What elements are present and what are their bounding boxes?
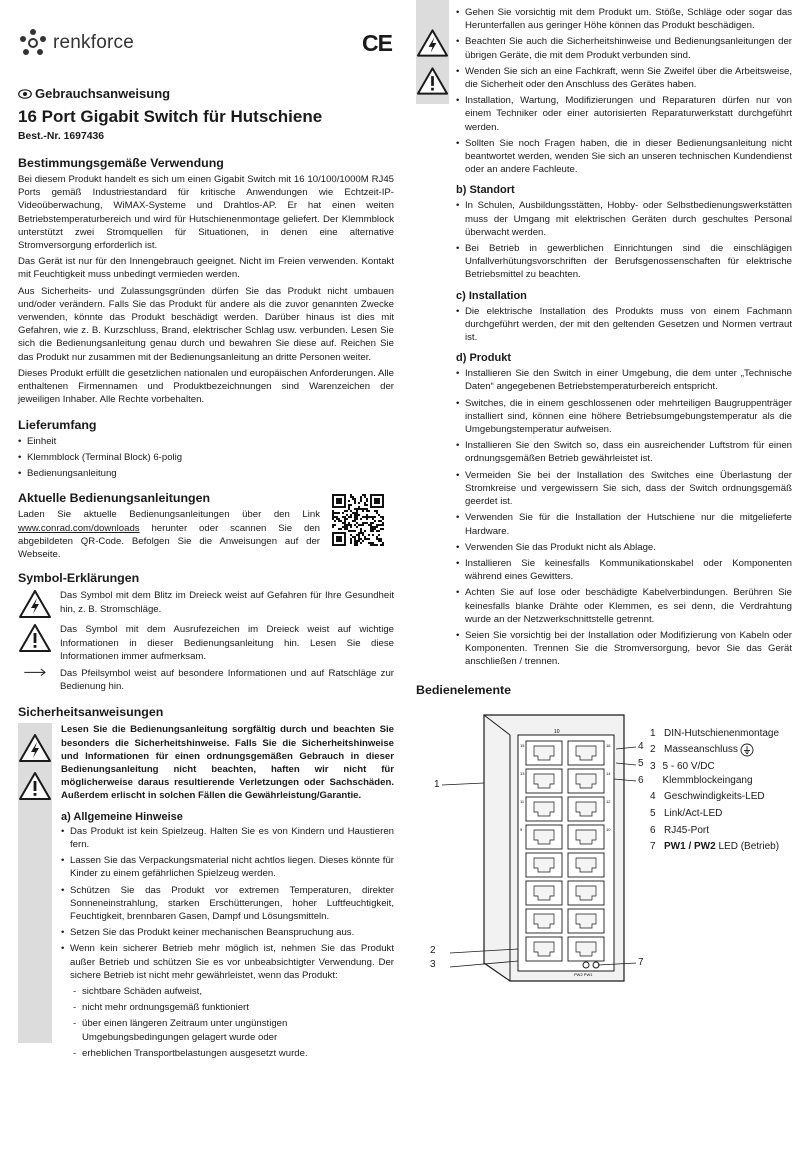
intended-use-paragraph: Aus Sicherheits- und Zulassungsgründen dürfen Sie das Produkt nicht umbauen und/oder verändern. Falls Sie das Produkt für andere als die zuvor genannten Zwecke verwenden, könnte das Produkt beschädigt werden. Darüber hinaus ist dies mit Gefahren, wie z. B. Kurzschluss, Brand, elektrischer Schlag usw. verbunden. Lesen Sie sich die Bedienungsanleitung genau durch und bewahren Sie diese auf. Reichen Sie das Produkt nur zusammen mit der Bedienungsanleitung an dritte Personen weiter.: [18, 285, 394, 363]
pw-labels: PW2 PW1: [574, 971, 593, 977]
exclamation-triangle-icon: [18, 623, 52, 653]
list-item: • Wenn kein sicherer Betrieb mehr möglich ist, nehmen Sie das Produkt außer Betrieb und schützen Sie es vor unbeabsichtigter Verwendung. Der sichere Betrieb ist nicht mehr gewährleistet, wenn das Produkt:: [61, 942, 394, 982]
list-item: • Gehen Sie vorsichtig mit dem Produkt um. Stöße, Schläge oder sogar das Herunterfallen aus geringer Höhe können das Produkt beschädigen.: [456, 6, 792, 32]
continued-block: [416, 6, 792, 176]
qr-code-icon: [332, 494, 384, 546]
symbol-item: Das Pfeilsymbol weist auf besondere Informationen und auf Ratschläge zur Bedienung hin.: [18, 667, 394, 693]
controls-legend: [650, 727, 792, 854]
symbols-heading: Symbol-Erklärungen: [18, 571, 140, 586]
list-item: • Installieren Sie den Switch so, dass ein ausreichender Luftstrom für einen ordnungsgemäßen Betrieb gewährleistet ist.: [456, 439, 792, 465]
lightning-triangle-icon: [416, 28, 449, 58]
list-item: • Installation, Wartung, Modifizierungen und Reparaturen dürfen nur von einem Techniker oder einer autorisierten Reparaturwerkstatt durchgeführt werden.: [456, 94, 792, 134]
list-item: • Installieren Sie den Switch in einer Umgebung, die dem unter „Technische Daten“ angegebenen Betriebstemperaturbereich entspricht.: [456, 367, 792, 393]
list-item: - über einen längeren Zeitraum unter ungünstigen Umgebungsbedingungen gelagert wurde oder: [73, 1017, 394, 1043]
delivery-list: [18, 434, 394, 482]
downloads-link[interactable]: www.conrad.com/downloads: [18, 522, 140, 534]
list-item: • Achten Sie auf lose oder beschädigte Kabelverbindungen. Berühren Sie keinesfalls blanke Drähte oder Klemmen, es sei denn, die Verdrahtung wurde an der Netzwerkschnittstelle getrennt.: [456, 586, 792, 626]
list-item: - nicht mehr ordnungsgemäß funktioniert: [73, 1001, 394, 1014]
port-number: 11: [520, 798, 525, 804]
list-item: - sichtbare Schäden aufweist,: [73, 985, 394, 998]
exclamation-triangle-icon: [18, 771, 52, 801]
legend-item: 5 Link/Act-LED: [650, 807, 723, 819]
legend-item: 4 Geschwindigkeits-LED: [650, 791, 765, 803]
list-item: • Einheit: [18, 434, 394, 450]
manuals-heading: Aktuelle Bedienungsanleitungen: [18, 491, 211, 506]
page-title: 16 Port Gigabit Switch für Hutschiene: [18, 107, 323, 126]
port-number: 9: [520, 826, 523, 832]
list-item: • Installieren Sie keinesfalls Kommunikationskabel oder Komponenten während eines Gewitters.: [456, 557, 792, 583]
list-item: • Das Produkt ist kein Spielzeug. Halten Sie es von Kindern und Haustieren fern.: [61, 825, 394, 851]
list-item: • Bei Betrieb in gewerblichen Einrichtungen sind die einschlägigen Unfallverhütungsvorschriften der Berufsgenossenschaften für elektrische Betriebsmittel zu beachten.: [456, 242, 792, 282]
lightning-triangle-icon: [18, 733, 52, 763]
list-item: • Setzen Sie das Produkt keiner mechanischen Beanspruchung aus.: [61, 926, 394, 939]
delivery-heading: Lieferumfang: [18, 418, 97, 433]
list-item: • Lassen Sie das Verpackungsmaterial nicht achtlos liegen. Dieses könnte für Kinder zu einem gefährlichen Spielzeug werden.: [61, 854, 394, 880]
callout-5: 5: [638, 757, 644, 769]
list-item: • Schützen Sie das Produkt vor extremen Temperaturen, direkter Sonneneinstrahlung, starken Erschütterungen, hoher Luftfeuchtigkeit, Feuchtigkeit, brennbaren Gasen, Dampf und Lösungsmitteln.: [61, 884, 394, 924]
product-heading: d) Produkt: [456, 352, 511, 365]
location-heading: b) Standort: [456, 184, 515, 197]
list-item: • Beachten Sie auch die Sicherheitshinweise und Bedienungsanleitungen der übrigen Geräte, die mit dem Produkt verbunden sind.: [456, 35, 792, 61]
legend-item: 1 DIN-Hutschienenmontage: [650, 727, 780, 739]
intended-use-heading: Bestimmungsgemäße Verwendung: [18, 156, 224, 170]
intended-use-paragraph: Das Gerät ist nur für den Innengebrauch geeignet. Nicht im Freien verwenden. Kontakt mit Feuchtigkeit muss unbedingt vermieden werden.: [18, 256, 394, 281]
list-item: • Klemmblock (Terminal Block) 6-polig: [18, 450, 394, 466]
symbol-item: Das Symbol mit dem Blitz im Dreieck weist auf Gefahren für Ihre Gesundheit hin, z. B. Stromschläge.: [18, 589, 394, 619]
installation-heading: c) Installation: [456, 289, 527, 302]
callout-1: 1: [434, 778, 440, 790]
product-list: [456, 367, 792, 668]
brand-name: renkforce: [53, 32, 135, 53]
callout-7: 7: [638, 956, 644, 968]
port-number: 16: [606, 742, 611, 748]
ground-icon: [740, 743, 754, 757]
intended-use-paragraph: Bei diesem Produkt handelt es sich um einen Gigabit Switch mit 16 10/100/1000M RJ45 Ports gemäß Industriestandard für kritische Anwendungen wie Echtzeit-IP-Videoüberwachung, WiMAX-Systeme und Drahtlos-AP. Er hat einen weiten Betriebstemperaturbereich und wird für Hutschienenmontage geliefert. Der Klemmblock unterstützt zwei Stromquellen für Situationen, in denen eine alternative Stromversorgung erforderlich ist.: [18, 174, 394, 252]
general-list-continued: [456, 6, 792, 176]
list-item: • Bedienungsanleitung: [18, 466, 394, 482]
legend-item: 6 RJ45-Port: [650, 824, 710, 836]
ce-mark: CE: [362, 30, 392, 56]
legend-item: 3 5 - 60 V/DC Klemmblockeingang: [650, 761, 753, 786]
general-sublist: [61, 985, 394, 1060]
port-number: 10: [606, 826, 611, 832]
list-item: • Verwenden Sie für die Installation der Hutschiene nur die mitgelieferte Hardware.: [456, 511, 792, 537]
safety-heading: Sicherheitsanweisungen: [18, 705, 164, 720]
manuals-text: Laden Sie aktuelle Bedienungsanleitungen über den Link www.conrad.com/downloads herunter oder scannen Sie den abgebildeten QR-Code. Befolgen Sie die Anweisungen auf der Webseite.: [18, 509, 320, 561]
general-list: [61, 825, 394, 982]
callout-2: 2: [430, 944, 436, 956]
port-number: 12: [606, 798, 611, 804]
callout-3: 3: [430, 958, 436, 970]
port-number: 14: [606, 770, 611, 776]
list-item: • Die elektrische Installation des Produkts muss von einem Fachmann durchgeführt werden, der mit den geltenden Gesetzen und Normen vertraut ist.: [456, 305, 792, 345]
lightning-triangle-icon: [18, 589, 52, 619]
list-item: • Seien Sie vorsichtig bei der Installation oder Modifizierung von Kabeln oder Komponenten. Trennen Sie die Stromversorgung, bevor Sie das Gerät anschließen / trennen.: [456, 629, 792, 669]
list-item: • Sollten Sie noch Fragen haben, die in dieser Bedienungsanleitung nicht beantwortet werden, wenden Sie sich an unseren technischen Kundendienst oder an andere Fachleute.: [456, 137, 792, 177]
callout-6: 6: [638, 774, 644, 786]
safety-intro: Lesen Sie die Bedienungsanleitung sorgfältig durch und beachten Sie besonders die Sicherheitshinweise. Falls Sie die Sicherheitshinweise und Informationen für einen ordnungsgemäßen Gebrauch in dieser Bedienungsanleitung nicht beachten, haften wir nicht für möglicherweise daraus resultierende Verletzungen oder Sachschäden. Außerdem erlischt in solchen Fällen die Gewährleistung/Garantie.: [61, 724, 394, 802]
intended-use-paragraph: Dieses Produkt erfüllt die gesetzlichen nationalen und europäischen Anforderungen. Alle enthaltenen Firmennamen und Produktbezeichnungen sind Warenzeichen der jeweiligen Inhaber. Alle Rechte vorbehalten.: [18, 367, 394, 406]
device-diagram: [416, 705, 792, 1005]
legend-item: 7 PW1 / PW2 LED (Betrieb): [650, 841, 780, 853]
controls-heading: Bedienelemente: [416, 682, 512, 697]
list-item: • Vermeiden Sie bei der Installation des Switches eine Überlastung der Stromkreise und vergewissern Sie sich, dass der Switch ordnungsgemäß geerdet ist.: [456, 469, 792, 509]
top-label: 10: [554, 728, 560, 735]
doctype: Gebrauchsanweisung: [18, 86, 394, 101]
port-number: 13: [520, 770, 525, 776]
installation-list: [456, 305, 792, 345]
list-item: • Wenden Sie sich an eine Fachkraft, wenn Sie Zweifel über die Arbeitsweise, die Sicherheit oder den Anschluss des Gerätes haben.: [456, 65, 792, 91]
list-item: - erheblichen Transportbelastungen ausgesetzt wurde.: [73, 1047, 394, 1060]
list-item: • Verwenden Sie das Produkt nicht als Ablage.: [456, 541, 792, 554]
legend-item: 2 Masseanschluss: [650, 743, 792, 757]
brand-logo: [18, 28, 134, 58]
location-list: [456, 199, 792, 281]
general-heading: a) Allgemeine Hinweise: [61, 810, 183, 823]
order-number: Best.-Nr. 1697436: [18, 131, 105, 142]
safety-block: [18, 723, 394, 1059]
switch-drawing: [438, 713, 648, 995]
renkforce-logo-icon: [18, 28, 48, 58]
right-column: [416, 0, 792, 1005]
arrow-icon: [18, 667, 52, 687]
eye-icon: [18, 89, 32, 99]
port-number: 15: [520, 742, 525, 748]
list-item: • In Schulen, Ausbildungsstätten, Hobby- oder Selbstbedienungswerkstätten muss der Umgang mit elektrischen Geräten durch geschultes Personal überwacht werden.: [456, 199, 792, 239]
list-item: • Switches, die in einem geschlossenen oder mehrteiligen Baugruppenträger installiert sind, können eine höhere Betriebsumgebungstemperatur als die Umgebungstemperatur aufweisen.: [456, 397, 792, 437]
exclamation-triangle-icon: [416, 66, 449, 96]
symbol-item: Das Symbol mit dem Ausrufezeichen im Dreieck weist auf wichtige Informationen in dieser Bedienungsanleitung hin. Lesen Sie diese Informationen immer aufmerksam.: [18, 623, 394, 663]
callout-4: 4: [638, 740, 644, 752]
